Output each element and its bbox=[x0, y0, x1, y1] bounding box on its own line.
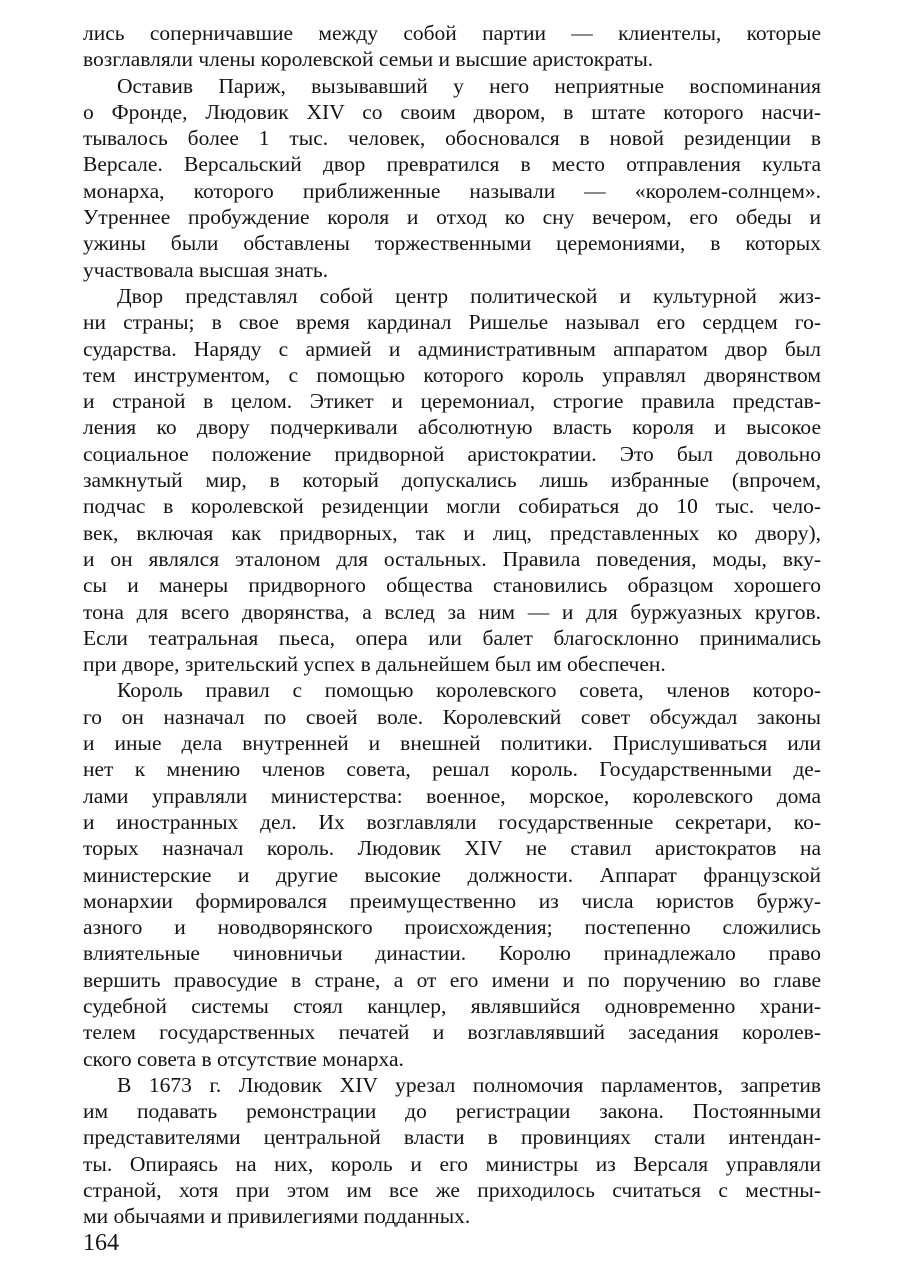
text-line: Двор представлял собой центр политической и культурной жиз- bbox=[117, 283, 821, 308]
paragraph bbox=[83, 73, 821, 283]
text-line: Если театральная пьеса, опера или балет благосклонно принимались bbox=[83, 625, 821, 650]
text-line: страной, хотя при этом им все же приходилось считаться с местны- bbox=[83, 1178, 821, 1203]
text-line: телем государственных печатей и возглавлявший заседания королев- bbox=[83, 1020, 821, 1045]
paragraph bbox=[83, 1072, 821, 1230]
text-line: азного и новодворянского происхождения; постепенно сложились bbox=[83, 915, 821, 940]
text-line: участвовала высшая знать. bbox=[83, 257, 329, 282]
text-line: монархии формировался преимущественно из числа юристов буржу- bbox=[83, 888, 821, 913]
text-line: при дворе, зрительский успех в дальнейшем был им обеспечен. bbox=[83, 652, 666, 677]
text-line: влиятельные чиновничьи династии. Королю принадлежало право bbox=[83, 941, 821, 966]
text-line: ми обычаями и привилегиями подданных. bbox=[83, 1204, 471, 1229]
text-line: сударства. Наряду с армией и административным аппаратом двор был bbox=[83, 336, 821, 361]
text-line: возглавляли члены королевской семьи и высшие аристократы. bbox=[83, 47, 654, 72]
text-line: социальное положение придворной аристократии. Это был довольно bbox=[83, 441, 821, 466]
text-line: замкнутый мир, в который допускались лишь избранные (впрочем, bbox=[83, 468, 821, 493]
text-line: Утреннее пробуждение короля и отход ко сну вечером, его обеды и bbox=[83, 205, 821, 230]
text-line: Король правил с помощью королевского совета, членов которо- bbox=[117, 678, 821, 703]
text-line: ни страны; в свое время кардинал Ришелье называл его сердцем го- bbox=[83, 310, 821, 335]
text-line: подчас в королевской резиденции могли собираться до 10 тыс. чело- bbox=[83, 494, 821, 519]
page-number: 164 bbox=[83, 1230, 119, 1256]
text-line: нет к мнению членов совета, решал король. Государственными де- bbox=[83, 757, 821, 782]
text-line: В 1673 г. Людовик XIV урезал полномочия парламентов, запретив bbox=[117, 1072, 821, 1097]
text-line: ужины были обставлены торжественными церемониями, в которых bbox=[83, 231, 821, 256]
text-line: лись соперничавшие между собой партии — клиентелы, которые bbox=[83, 21, 821, 45]
text-line: и страной в целом. Этикет и церемониал, строгие правила представ- bbox=[83, 389, 821, 414]
text-line: тывалось более 1 тыс. человек, обосновался в новой резиденции в bbox=[83, 126, 821, 151]
text-line: вершить правосудие в стране, а от его имени и по поручению во главе bbox=[83, 967, 821, 992]
text-line: ского совета в отсутствие монарха. bbox=[83, 1046, 404, 1071]
text-line: век, включая как придворных, так и лиц, представленных ко двору), bbox=[83, 520, 821, 545]
text-line: им подавать ремонстрации до регистрации закона. Постоянными bbox=[83, 1099, 821, 1124]
text-line: судебной системы стоял канцлер, являвшийся одновременно храни- bbox=[83, 993, 821, 1018]
body-text bbox=[83, 20, 821, 1230]
text-line: Версале. Версальский двор превратился в место отправления культа bbox=[83, 152, 821, 177]
text-line: тем инструментом, с помощью которого король управлял дворянством bbox=[83, 362, 821, 387]
text-line: монарха, которого приближенные называли — «королем-солнцем». bbox=[83, 178, 821, 203]
text-line: сы и манеры придворного общества становились образцом хорошего bbox=[83, 573, 821, 598]
text-line: ты. Опираясь на них, король и его министры из Версаля управляли bbox=[83, 1151, 821, 1176]
text-line: ления ко двору подчеркивали абсолютную власть короля и высокое bbox=[83, 415, 821, 440]
text-line: и он являлся эталоном для остальных. Правила поведения, моды, вку- bbox=[83, 546, 821, 571]
text-line: представителями центральной власти в провинциях стали интендан- bbox=[83, 1125, 821, 1150]
text-line: Оставив Париж, вызывавший у него неприятные воспоминания bbox=[117, 73, 821, 98]
text-line: го он назначал по своей воле. Королевский совет обсуждал законы bbox=[83, 704, 821, 729]
paragraph bbox=[83, 20, 821, 73]
text-line: о Фронде, Людовик XIV со своим двором, в штате которого насчи- bbox=[83, 99, 821, 124]
text-line: тона для всего дворянства, а вслед за ним — и для буржуазных кругов. bbox=[83, 599, 821, 624]
paragraph bbox=[83, 677, 821, 1071]
text-line: и иностранных дел. Их возглавляли государственные секретари, ко- bbox=[83, 809, 821, 834]
text-line: торых назначал король. Людовик XIV не ставил аристократов на bbox=[83, 836, 821, 861]
text-line: лами управляли министерства: военное, морское, королевского дома bbox=[83, 783, 821, 808]
paragraph bbox=[83, 283, 821, 677]
text-line: и иные дела внутренней и внешней политики. Прислушиваться или bbox=[83, 731, 821, 756]
text-line: министерские и другие высокие должности. Аппарат французской bbox=[83, 862, 821, 887]
